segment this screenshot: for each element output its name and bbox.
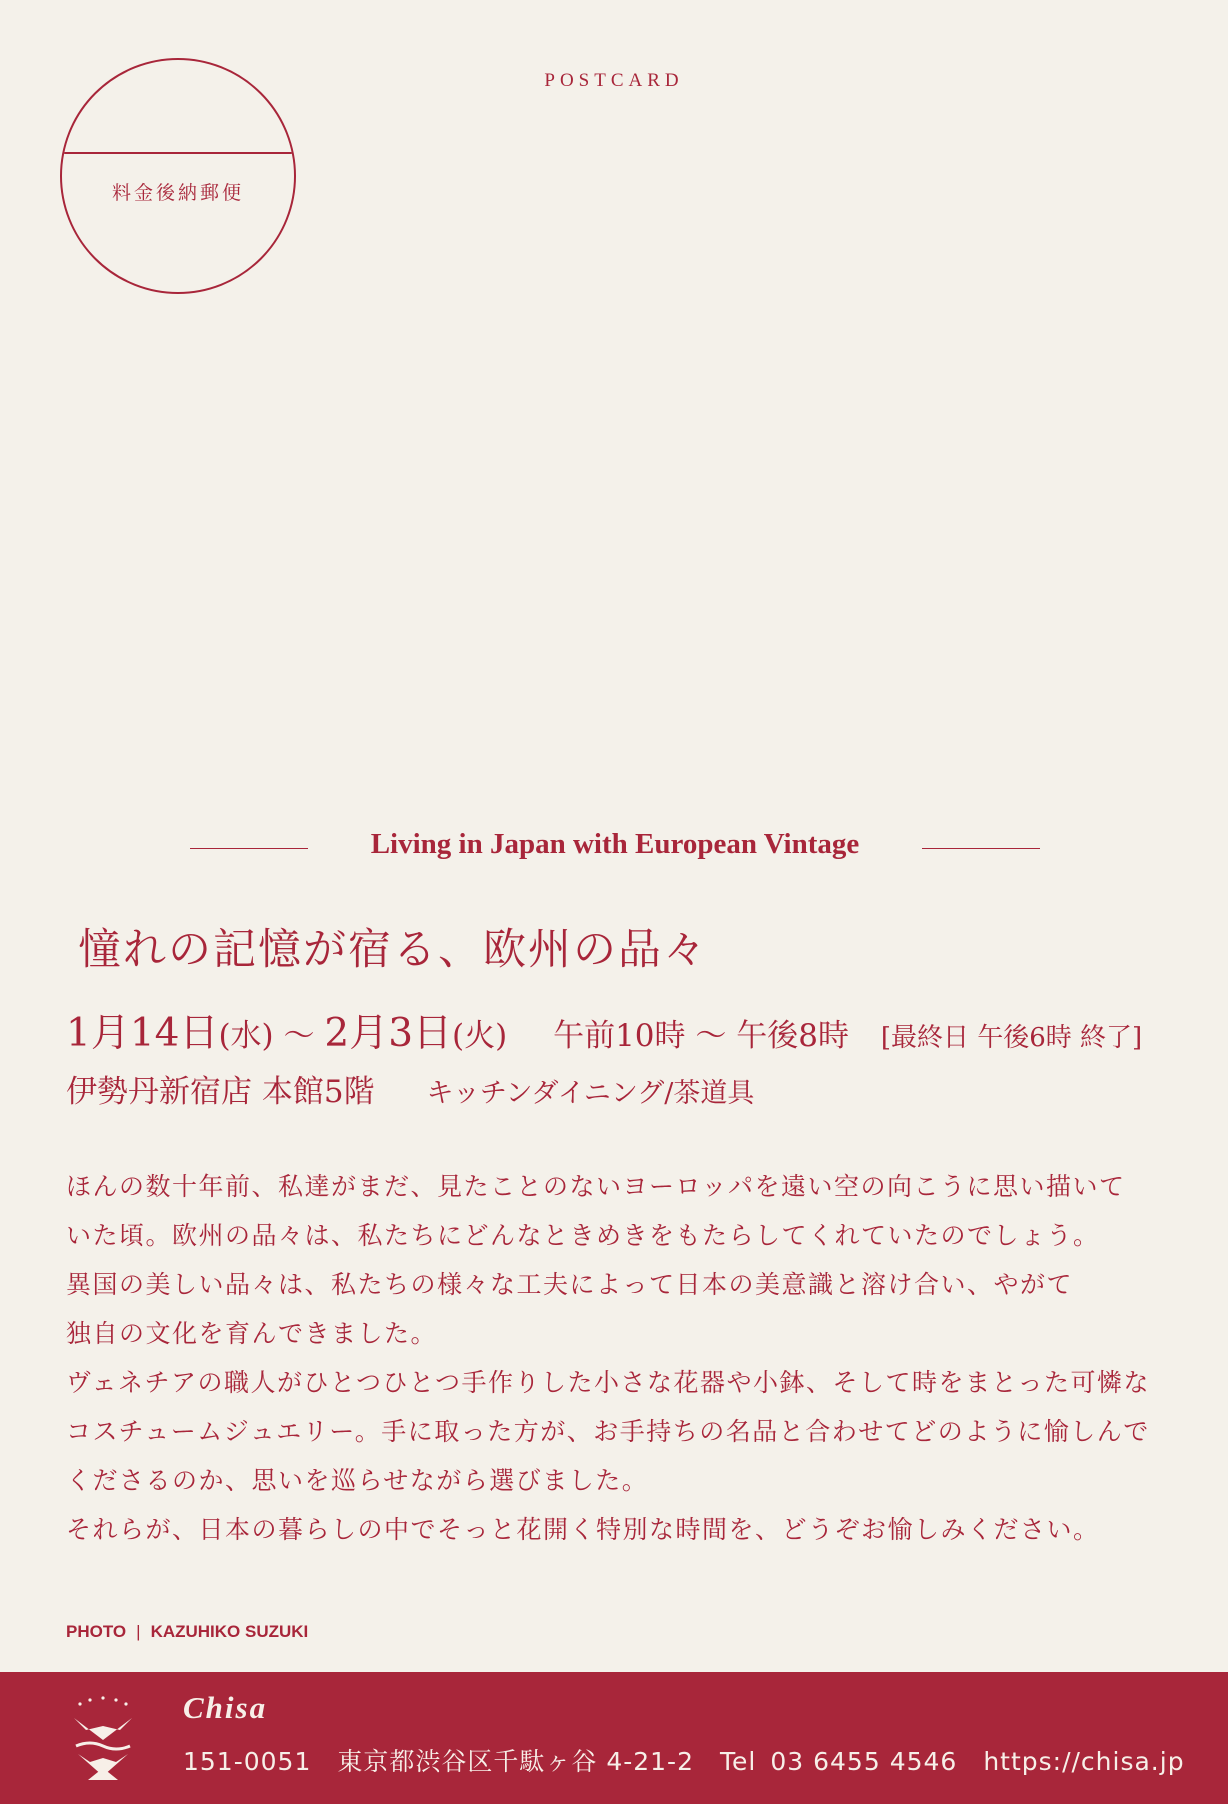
event-venue-line [66,1066,754,1111]
postcard-label: POSTCARD [544,70,684,91]
postage-paid-text: 料金後納郵便 [111,182,244,204]
photo-credit-label: PHOTO [66,1622,127,1641]
event-title: 憧れの記憶が宿る、欧州の品々 [78,925,708,975]
description-line: くださるのか、思いを巡らせながら選びました。 [66,1466,649,1495]
postage-stamp-circle [60,58,296,294]
date-end: 2月3日 [324,1011,453,1056]
stamp-divider [62,152,294,154]
event-department: キッチンダイニング/茶道具 [426,1078,755,1109]
footer-band [0,1672,1228,1804]
subtitle-row [190,828,1040,868]
description-text [66,1162,1186,1554]
subtitle-rule-right [922,848,1040,849]
phone-number: 03 6455 4546 [770,1747,958,1776]
brand-name: Chisa [183,1690,268,1725]
description-line: コスチュームジュエリー。手に取った方が、お手持ちの名品と合わせてどのように愉しんで [66,1417,1150,1446]
description-line: ヴェネチアの職人がひとつひとつ手作りした小さな花器や小鉢、そして時をまとった可憐な [66,1368,1151,1397]
chisa-logo-icon [70,1696,136,1786]
tel-label: Tel [720,1747,757,1776]
date-end-weekday: (火) [452,1018,508,1054]
date-start-weekday: (水) [218,1018,274,1054]
description-line: 独自の文化を育んできました。 [66,1319,438,1348]
photo-credit-separator: | [136,1622,141,1641]
address: 東京都渋谷区千駄ヶ谷 4-21-2 [337,1747,694,1776]
date-start: 1月14日 [66,1011,219,1056]
event-venue: 伊勢丹新宿店 本館5階 [66,1074,375,1110]
postal-code: 151-0051 [183,1747,312,1776]
description-line: それらが、日本の暮らしの中でそっと花開く特別な時間を、どうぞお愉しみください。 [66,1515,1100,1544]
footer-contact [183,1742,1185,1778]
event-subtitle: Living in Japan with European Vintage [370,828,860,860]
description-line: ほんの数十年前、私達がまだ、見たことのないヨーロッパを遠い空の向こうに思い描いて [66,1172,1126,1201]
website-link[interactable]: https://chisa.jp [983,1747,1185,1776]
date-tilde: 〜 [283,1018,315,1054]
event-hours: 午前10時 〜 午後8時 [553,1018,849,1054]
description-line: 異国の美しい品々は、私たちの様々な工夫によって日本の美意識と溶け合い、やがて [66,1270,1074,1299]
photo-credit [66,1622,308,1642]
event-dates [66,1002,1142,1058]
last-day-note: [最終日 午後6時 終了] [880,1023,1143,1053]
description-line: いた頃。欧州の品々は、私たちにどんなときめきをもたらしてくれていたのでしょう。 [66,1221,1100,1250]
photographer-name: KAZUHIKO SUZUKI [150,1622,309,1641]
